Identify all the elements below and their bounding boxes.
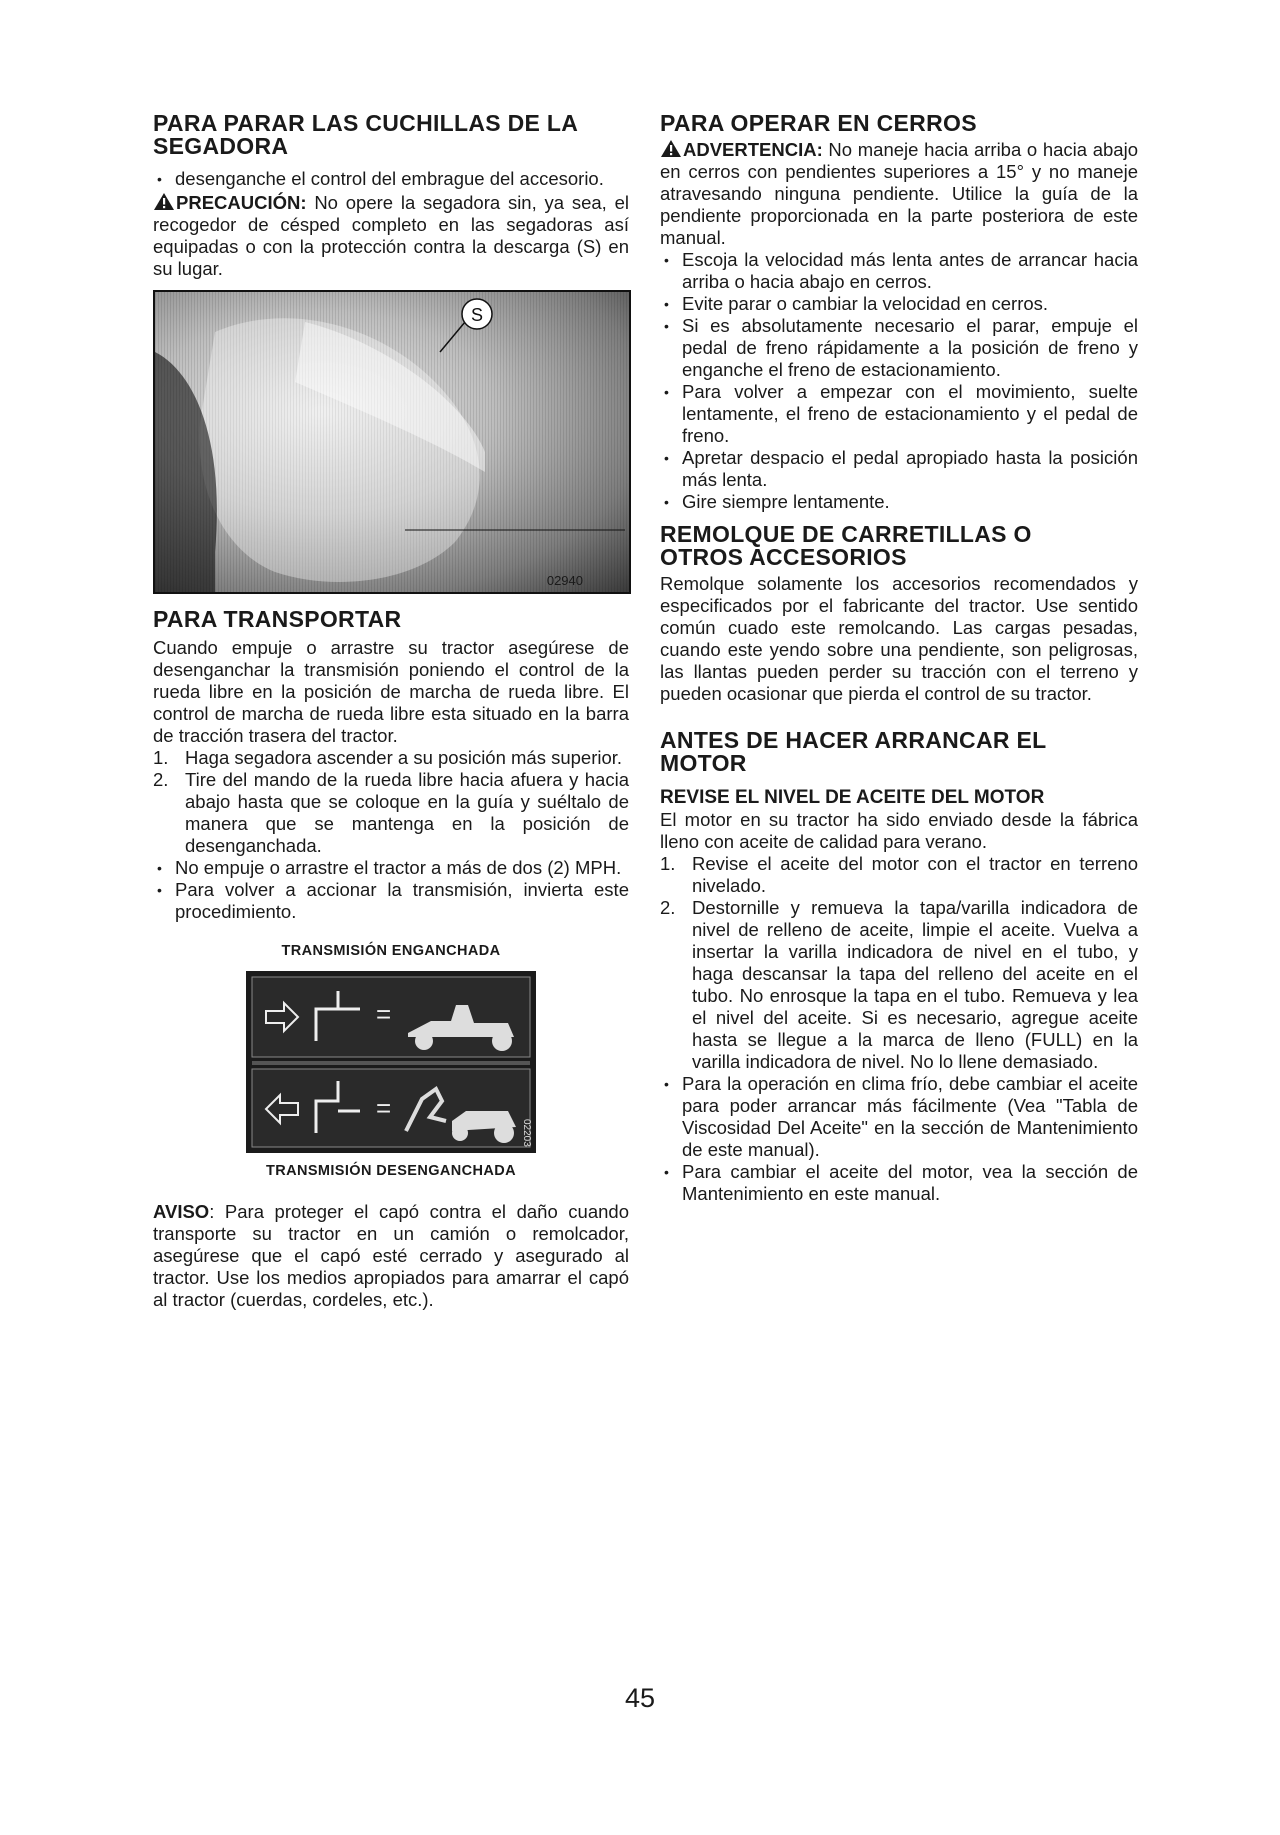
oil-intro: El motor en su tractor ha sido enviado desde la fábrica lleno con aceite de calidad para verano. (660, 809, 1138, 852)
list-item: • Apretar despacio el pedal apropiado hasta la posición más lenta. (660, 447, 1138, 491)
list-item: • Evite parar o cambiar la velocidad en cerros. (660, 293, 1138, 315)
section-title-transport: PARA TRANSPORTAR (153, 606, 402, 632)
list-item: • Para volver a empezar con el movimiento, suelte lentamente, el freno de estacionamiento y el pedal de freno. (660, 381, 1138, 447)
aviso-text: : Para proteger el capó contra el daño cuando transporte su tractor en un camión o remolcador, asegúrese que el capó esté cerrado y asegurado al tractor. Use los medios apropiados para amarrar el capó al tractor (cuerdas, cordeles, etc.). (153, 1201, 629, 1310)
hills-bullets (660, 249, 1138, 513)
list-item: • No empuje o arrastre el tractor a más de dos (2) MPH. (153, 857, 629, 879)
caution-text: No opere la segadora sin, ya sea, el recogedor de césped completo en las segadoras así equipadas o con la protección contra la descarga (S) en su lugar. (153, 192, 629, 279)
list-item: • Para cambiar el aceite del motor, vea la sección de Mantenimiento en este manual. (660, 1161, 1138, 1205)
stop-blades-list (153, 168, 629, 190)
warning-triangle-icon (153, 192, 175, 211)
svg-text:=: = (376, 1093, 392, 1123)
oil-steps (660, 853, 1138, 1073)
transmission-diagram (246, 971, 536, 1153)
svg-text:=: = (376, 999, 392, 1029)
section-title-before-starting: ANTES DE HACER ARRANCAR EL MOTOR (660, 727, 1047, 776)
caption-transmission-engaged: TRANSMISIÓN ENGANCHADA (281, 943, 501, 959)
diagram-number: 02203 (521, 1119, 532, 1147)
caution-label: PRECAUCIÓN: (176, 192, 307, 213)
list-item: • Para volver a accionar la transmisión, invierta este procedimiento. (153, 879, 629, 923)
photo-number: 02940 (546, 573, 583, 588)
section-title-hills: PARA OPERAR EN CERROS (660, 110, 977, 136)
list-item: 2. Destornille y remueva la tapa/varilla indicadora de nivel de relleno de aceite, limpie el aceite. Vuelva a insertar la varilla indicadora de nivel en el tubo, y haga descansar la tapa del relleno del aceite en el tubo. No enrosque la tapa en el tubo. Remueva y lea el nivel del aceite. Si es necesario, agregue aceite hasta se llegue a la marca de lleno (FULL) en la varilla indicadora de nivel. No lo llene demasiado. (660, 897, 1138, 1072)
page-number: 45 (624, 1683, 656, 1713)
transport-bullets (153, 857, 629, 923)
warning-text: No maneje hacia arriba o hacia abajo en cerros con pendientes superiores a 15° y no maneje atravesando ninguna pendiente. Utilice la guía de la pendiente proporcionada en la parte posteriora de este manual. (660, 139, 1138, 248)
oil-bullets (660, 1073, 1138, 1205)
transport-intro: Cuando empuje o arrastre su tractor asegúrese de desenganchar la transmisión poniendo el control de la rueda libre en la posición de marcha de rueda libre. El control de marcha de rueda libre esta situado en la barra de tracción trasera del tractor. (153, 637, 629, 746)
list-item: • Para la operación en clima frío, debe cambiar el aceite para poder arrancar más fácilmente (Vea "Tabla de Viscosidad Del Aceite" en la sección de Mantenimiento de este manual). (660, 1073, 1138, 1161)
aviso-paragraph (153, 1201, 629, 1311)
aviso-label: AVISO (153, 1201, 210, 1222)
list-item: 2. Tire del mando de la rueda libre hacia afuera y hacia abajo hasta que se coloque en la guía y suéltalo de manera que se mantenga en la posición de desenganchada. (153, 769, 629, 856)
warning-paragraph (660, 139, 1138, 249)
caption-transmission-disengaged: TRANSMISIÓN DESENGANCHADA (265, 1163, 517, 1179)
list-item: • Escoja la velocidad más lenta antes de arrancar hacia arriba o hacia abajo en cerros. (660, 249, 1138, 293)
list-item: 1. Haga segadora ascender a su posición más superior. (153, 747, 623, 768)
left-column (153, 112, 629, 1311)
list-item: 1. Revise el aceite del motor con el tractor en terreno nivelado. (660, 853, 1138, 896)
list-item: • desenganche el control del embrague del accesorio. (153, 168, 629, 190)
towing-text: Remolque solamente los accesorios recomendados y especificados por el fabricante del tractor. Use sentido común cuado este remolcando. Las cargas pesadas, cuando este yendo sobre una pendiente, son peligrosas, las llantas pueden perder su tracción con el terreno y pueden ocasionar que pierda el control de su tractor. (660, 573, 1138, 704)
list-item: • Gire siempre lentamente. (660, 491, 1138, 513)
warning-triangle-icon (660, 139, 682, 158)
discharge-guard-illustration (155, 292, 629, 592)
list-item: • Si es absolutamente necesario el parar, empuje el pedal de freno rápidamente a la posición de freno y enganche el freno de estacionamiento. (660, 315, 1138, 381)
transport-steps (153, 747, 629, 857)
section-title-towing: REMOLQUE DE CARRETILLAS O OTROS ACCESORIOS (660, 521, 1032, 570)
transmission-diagram-illustration (246, 971, 536, 1153)
right-column (660, 112, 1138, 1205)
subtitle-check-oil: REVISE EL NIVEL DE ACEITE DEL MOTOR (660, 787, 1045, 808)
section-title-stop-blades: PARA PARAR LAS CUCHILLAS DE LA SEGADORA (153, 110, 578, 159)
photo-callout-label: S (470, 305, 484, 325)
warning-label: ADVERTENCIA: (683, 139, 823, 160)
caution-paragraph (153, 192, 629, 280)
discharge-guard-photo (153, 290, 631, 594)
